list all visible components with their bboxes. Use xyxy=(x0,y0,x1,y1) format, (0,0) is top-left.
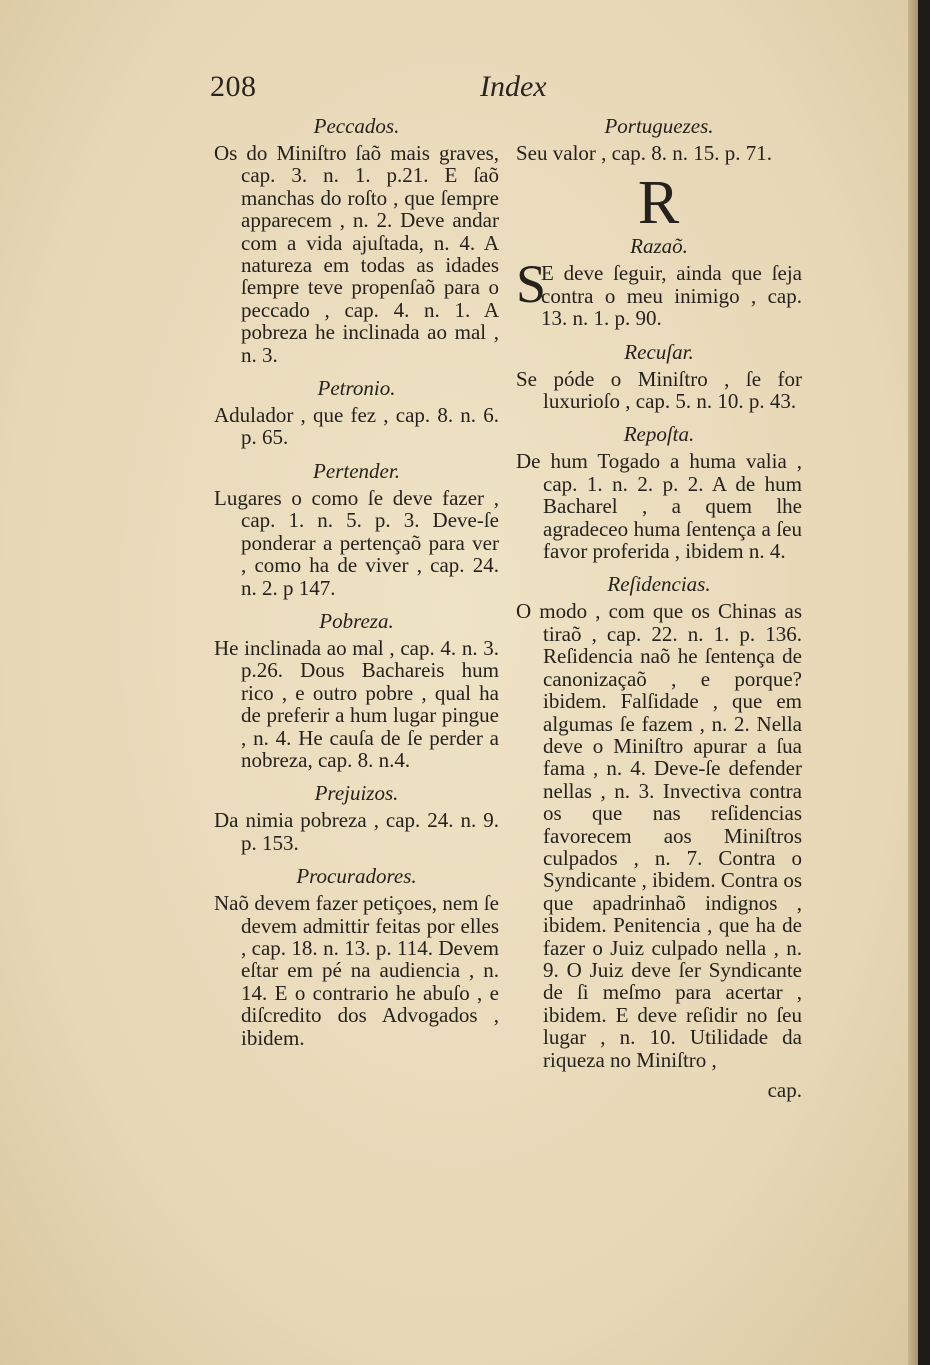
entry-heading: Reſidencias. xyxy=(607,572,711,597)
entry-text: Lugares o como ſe deve fazer , cap. 1. n. 5. p. 3. Deve-ſe ponderar a pertençaõ para ver , como ha de viver , cap. 24. n. 2. p 147. xyxy=(214,485,499,600)
entry-with-dropcap xyxy=(516,254,802,331)
entry-heading: Repoſta. xyxy=(623,422,695,447)
entry-text: He inclinada ao mal , cap. 4. n. 3. p.26. Dous Bachareis hum rico , e outro pobre , qual ha de preferir a hum lugar pingue , n. 4. He cauſa de ſe perder a nobreza, cap. 8. n.4. xyxy=(214,635,499,772)
entry-text: Os do Miniſtro ſaõ mais graves, cap. 3. n. 1. p.21. E ſaõ manchas do roſto , que ſempre apparecem , n. 2. Deve andar com a vida ajuſtada, n. 4. A natureza em todas as idades ſempre teve propenſaõ para o peccado , cap. 4. n. 1. A pobreza he inclinada ao mal , n. 3. xyxy=(214,141,499,367)
entry-heading: Procuradores. xyxy=(296,864,417,889)
entry-heading: Recuſar. xyxy=(624,339,694,364)
entry-text: E deve ſeguir, ainda que ſeja contra o meu inimigo , cap. 13. n. 1. p. 90. xyxy=(541,261,802,331)
entry-heading: Razaõ. xyxy=(630,234,688,259)
entry-heading: Portuguezes. xyxy=(604,114,714,138)
right-column xyxy=(516,112,802,1109)
entry-heading: Pertender. xyxy=(313,458,400,483)
entry-text: Seu valor , cap. 8. n. 15. p. 71. xyxy=(516,141,773,165)
page-edge xyxy=(908,0,918,1365)
entry-text: De hum Togado a huma valia , cap. 1. n. 2. p. 2. A de hum Bacharel , a quem lhe agradeceo huma ſentença a ſeu favor proferida , ibidem n. 4. xyxy=(516,449,802,564)
entry-text: O modo , com que os Chinas as tiraõ , cap. 22. n. 1. p. 136. Reſidencia naõ he ſentença de canonizaçaõ , e porque? ibidem. Falſidade , que em algumas ſe fazem , n. 2. Nella deve o Miniſtro apurar a ſua fama , n. 4. Deve-ſe defender nellas , n. 3. Invectiva contra os que nas reſidencias favorecem aos Miniſtros culpados , n. 7. Contra o Syndicante , ibidem. Contra os que apadrinhaõ indignos , ibidem. Penitencia , que ha de fazer o Juiz culpado nella , n. 9. O Juiz deve ſer Syndicante de ſi meſmo para acertar , ibidem. E deve reſidir no ſeu lugar , n. 10. Utilidade da riqueza no Miniſtro , xyxy=(516,599,802,1072)
drop-cap: S xyxy=(516,254,547,315)
entry-text: Naõ devem fazer petiçoes, nem ſe devem admittir feitas por elles , cap. 18. n. 13. p. 114. Devem eſtar em pé na audiencia , n. 14. E o contrario he abuſo , e diſcredito dos Advogados , ibidem. xyxy=(214,891,499,1050)
entry-text: Adulador , que fez , cap. 8. n. 6. p. 65. xyxy=(214,403,499,450)
entry-heading: Petronio. xyxy=(317,376,396,401)
left-column xyxy=(214,112,499,1057)
background-strip xyxy=(918,0,930,1365)
entry-text: Se póde o Miniſtro , ſe for luxurioſo , cap. 5. n. 10. p. 43. xyxy=(516,366,802,414)
entry-heading: Prejuizos. xyxy=(314,781,399,806)
section-letter: R xyxy=(637,169,681,238)
entry-text: Da nimia pobreza , cap. 24. n. 9. p. 153. xyxy=(214,808,499,855)
catchword: cap. xyxy=(767,1078,802,1102)
entry-heading: Pobreza. xyxy=(319,608,394,633)
page-header xyxy=(210,70,547,110)
entry-heading: Peccados. xyxy=(313,114,400,138)
running-title: Index xyxy=(480,70,547,103)
page-number: 208 xyxy=(210,70,257,103)
